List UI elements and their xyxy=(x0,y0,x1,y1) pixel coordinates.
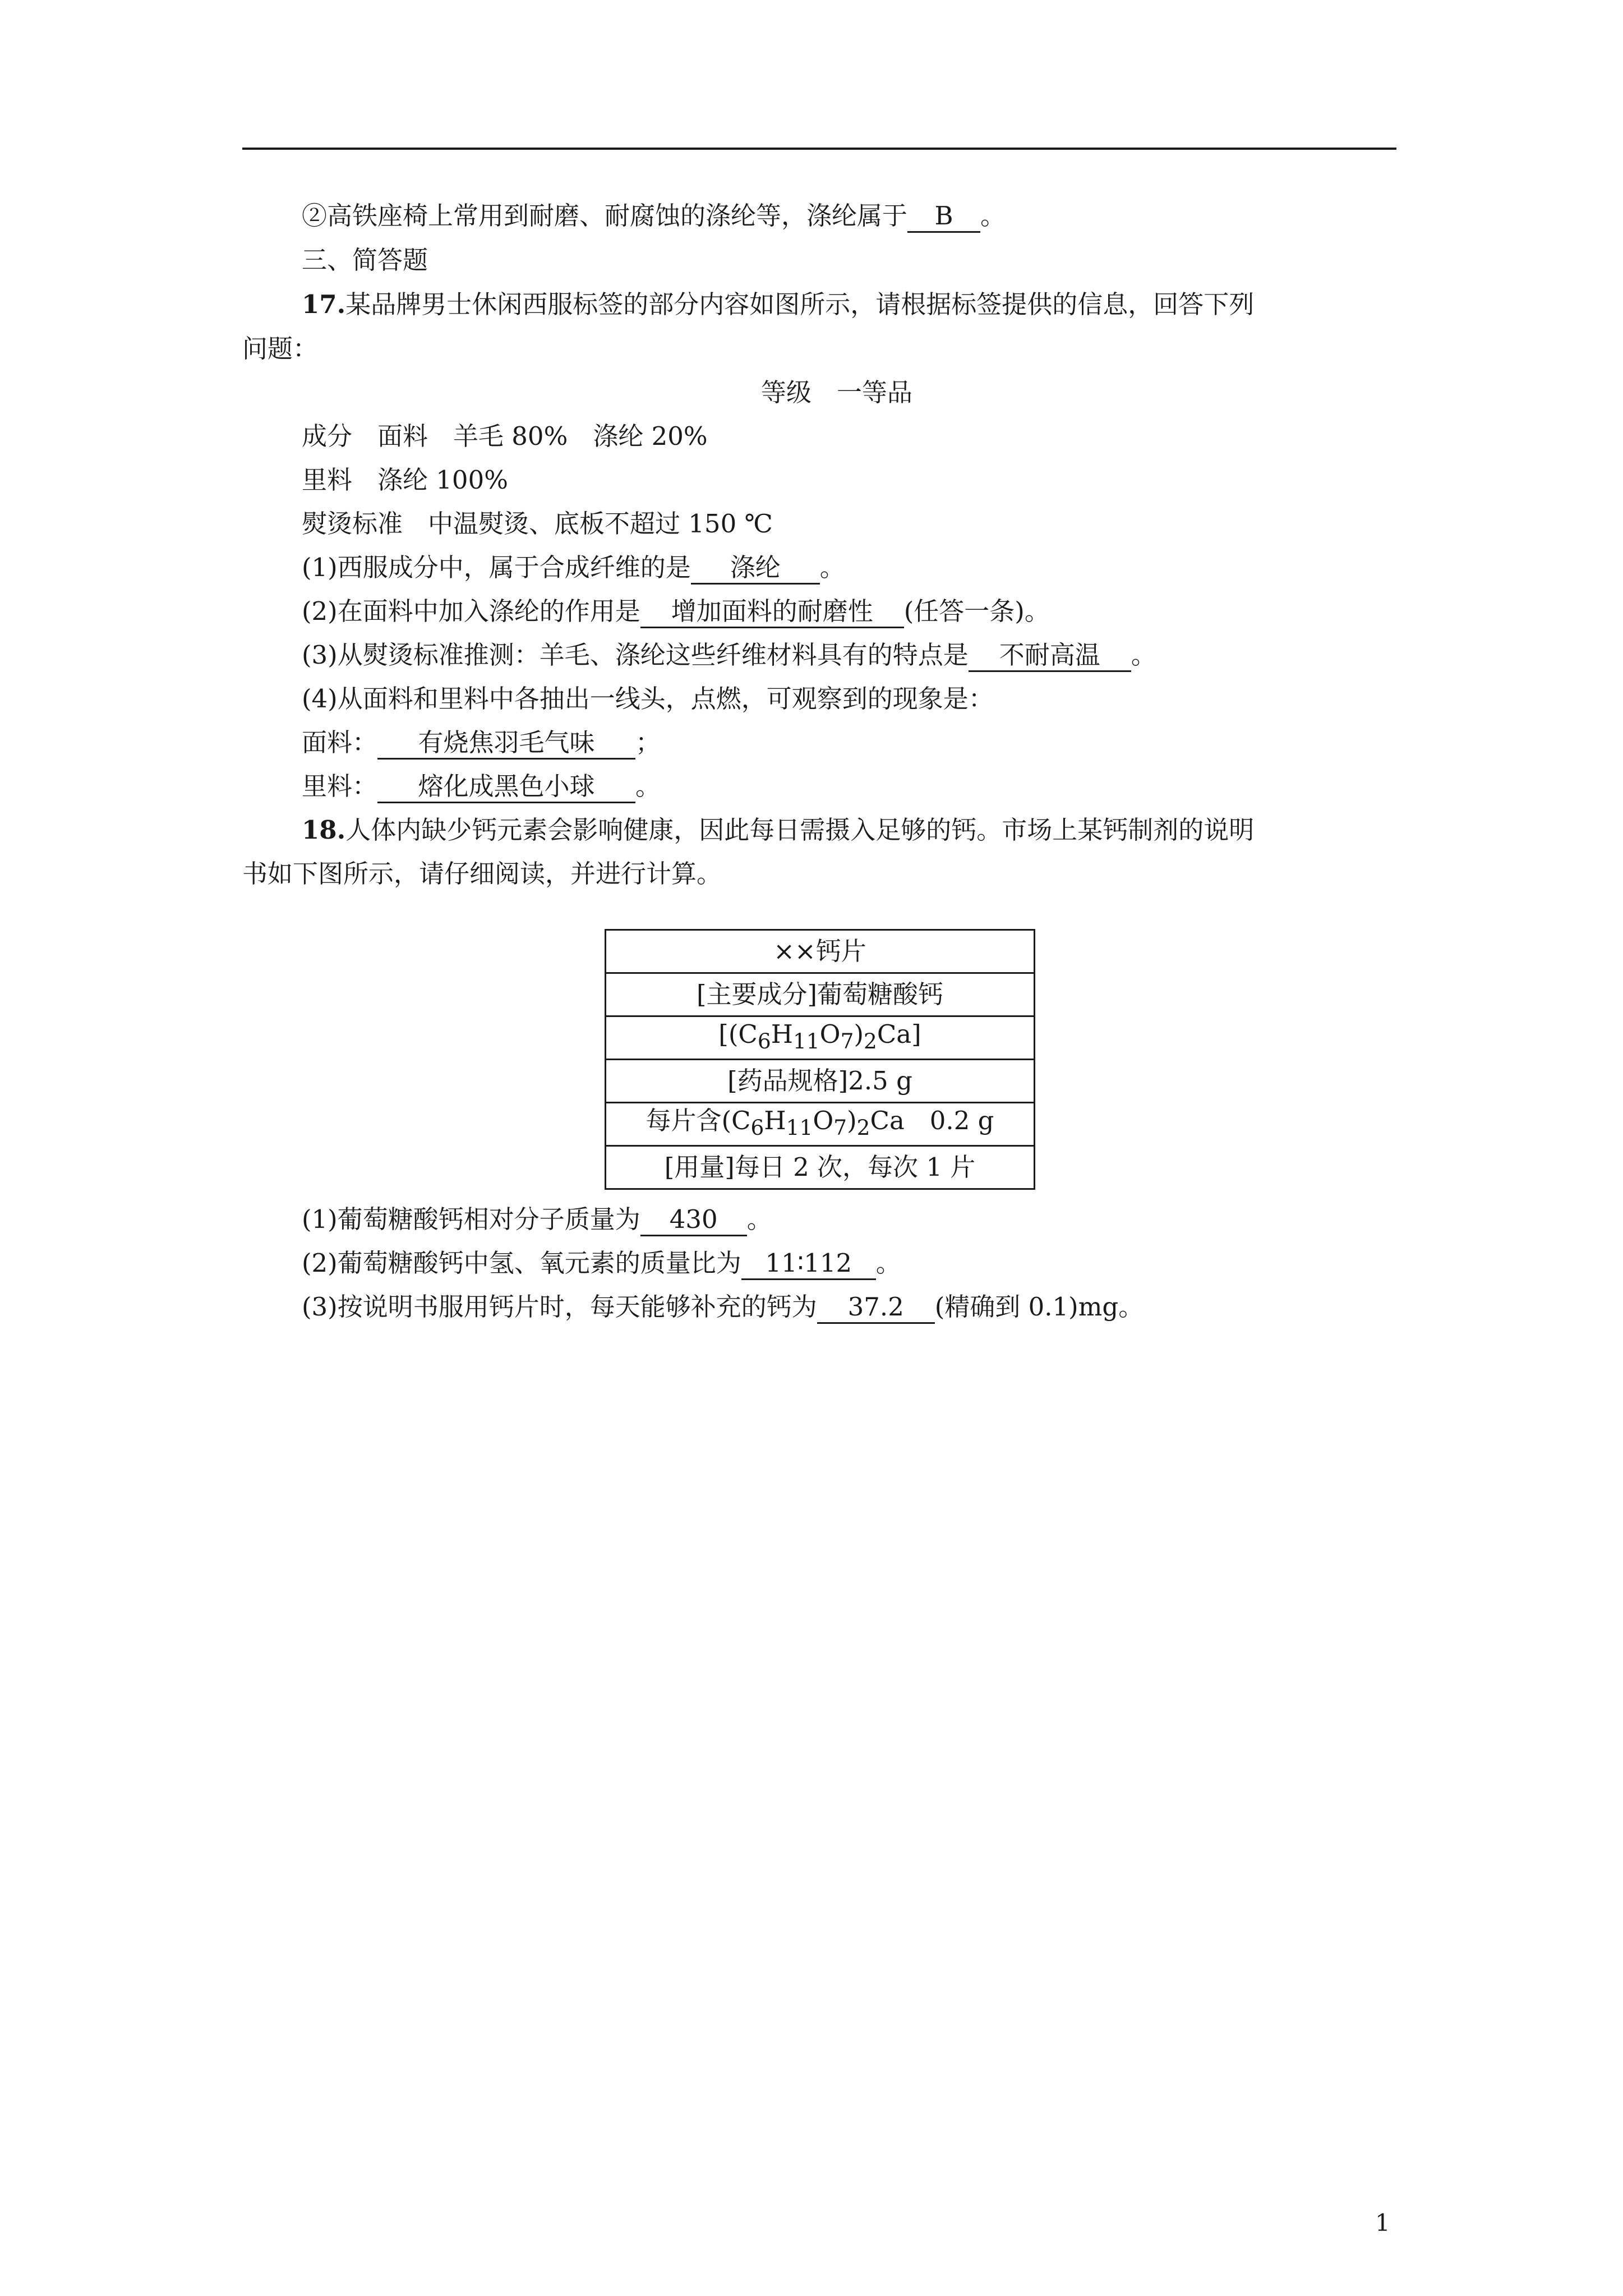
q18-part3-answer: 37.2 xyxy=(817,1292,935,1324)
q16-line: ②高铁座椅上常用到耐磨、耐腐蚀的涤纶等，涤纶属于 B 。 xyxy=(302,199,1006,233)
label-ironing: 熨烫标准 中温熨烫、底板不超过 150 ℃ xyxy=(302,509,773,539)
label-composition: 成分 面料 羊毛 80% 涤纶 20% xyxy=(302,421,708,451)
label-spec: [药品规格]2.5 g xyxy=(606,1060,1035,1103)
q18-part2-answer: 11∶112 xyxy=(741,1248,876,1280)
section-heading: 三、简答题 xyxy=(302,245,428,275)
q17-stem: 17.某品牌男士休闲西服标签的部分内容如图所示，请根据标签提供的信息，回答下列 xyxy=(302,289,1255,319)
header-rule xyxy=(242,148,1396,150)
q17-part3: (3)从熨烫标准推测：羊毛、涤纶这些纤维材料具有的特点是 不耐高温 。 xyxy=(302,638,1156,672)
q17-stem-cont: 问题： xyxy=(242,334,319,364)
q18-part1-answer: 430 xyxy=(640,1204,747,1236)
q17-part1: (1)西服成分中，属于合成纤维的是 涤纶 。 xyxy=(302,551,845,585)
label-ingredient: [主要成分]葡萄糖酸钙 xyxy=(606,973,1035,1016)
calcium-tablet-label xyxy=(605,929,1035,1190)
label-formula: $[(C_6H_{11}O_7)_2Ca]$ xyxy=(606,1016,1035,1060)
q18-part2: (2)葡萄糖酸钙中氢、氧元素的质量比为 11∶112 。 xyxy=(302,1246,901,1280)
label-dosage: [用量]每日 2 次，每次 1 片 xyxy=(606,1146,1035,1189)
q18-part1: (1)葡萄糖酸钙相对分子质量为 430 。 xyxy=(302,1203,772,1236)
q17-number: 17. xyxy=(302,289,346,319)
q17-part4-fabric: 面料： 有烧焦羽毛气味 ； xyxy=(302,726,661,760)
q17-part4-lining-answer: 熔化成黑色小球 xyxy=(377,771,635,803)
q17-part4: (4)从面料和里料中各抽出一线头，点燃，可观察到的现象是： xyxy=(302,684,994,714)
q17-part2: (2)在面料中加入涤纶的作用是 增加面料的耐磨性 (任答一条)。 xyxy=(302,595,1050,628)
q16-answer: B xyxy=(907,201,980,233)
q17-part4-fabric-answer: 有烧焦羽毛气味 xyxy=(377,728,635,760)
q17-part1-answer: 涤纶 xyxy=(691,553,820,585)
q18-stem-cont: 书如下图所示，请仔细阅读，并进行计算。 xyxy=(242,859,722,889)
q17-part3-answer: 不耐高温 xyxy=(969,640,1131,672)
q17-part4-lining: 里料： 熔化成黑色小球 。 xyxy=(302,770,661,803)
q18-number: 18. xyxy=(302,815,346,845)
q18-part3: (3)按说明书服用钙片时，每天能够补充的钙为 37.2 (精确到 0.1)mg。 xyxy=(302,1290,1144,1324)
q18-stem: 18.人体内缺少钙元素会影响健康，因此每日需摄入足够的钙。市场上某钙制剂的说明 xyxy=(302,815,1255,845)
label-title: ××钙片 xyxy=(606,930,1035,973)
q17-part2-answer: 增加面料的耐磨性 xyxy=(640,596,904,628)
page-number: 1 xyxy=(1375,2209,1390,2237)
label-lining: 里料 涤纶 100% xyxy=(302,465,508,495)
label-grade: 等级 一等品 xyxy=(761,378,913,407)
label-per-tablet: 每片含$(C_6H_{11}O_7)_2Ca$ 0.2 g xyxy=(606,1103,1035,1146)
